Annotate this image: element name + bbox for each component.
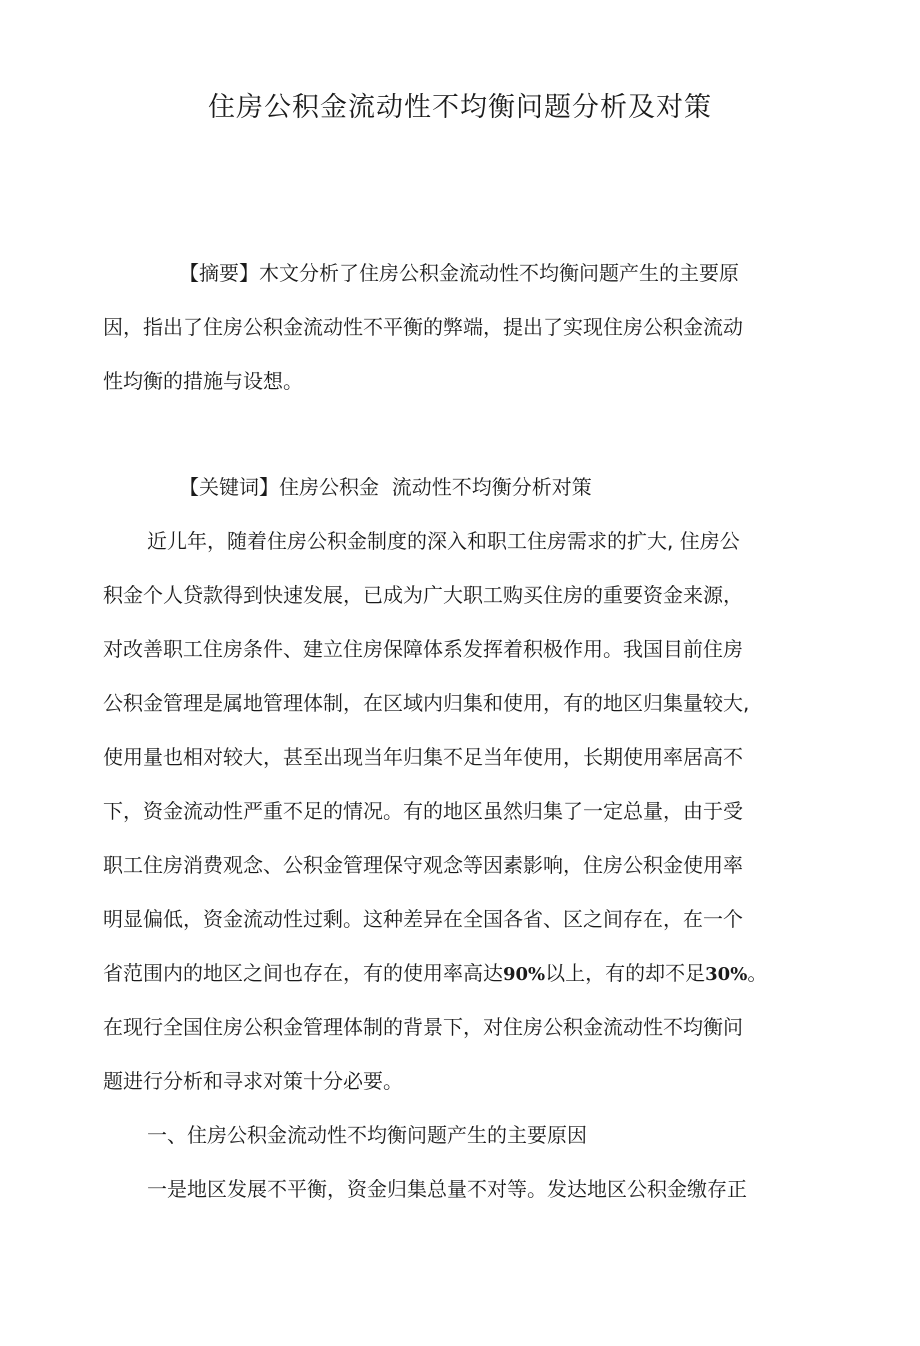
intro-line: 职工住房消费观念、公积金管理保守观念等因素影响，住房公积金使用率 bbox=[103, 853, 743, 877]
intro-line: 对改善职工住房条件、建立住房保障体系发挥着积极作用。我国目前住房 bbox=[103, 637, 743, 661]
intro-line: 使用量也相对较大，甚至出现当年归集不足当年使用，长期使用率居高不 bbox=[103, 745, 743, 769]
intro-line: 在现行全国住房公积金管理体制的背景下，对住房公积金流动性不均衡问 bbox=[103, 1015, 743, 1039]
intro-line: 积金个人贷款得到快速发展，已成为广大职工购买住房的重要资金来源， bbox=[103, 583, 743, 607]
intro-text-segment: 省范围内的地区之间也存在，有的使用率高达 bbox=[103, 961, 503, 985]
intro-line-percent bbox=[103, 946, 803, 1000]
section-paragraph-line: 一是地区发展不平衡，资金归集总量不对等。发达地区公积金缴存正 bbox=[147, 1177, 747, 1201]
abstract-line: 因，指出了住房公积金流动性不平衡的弊端，提出了实现住房公积金流动 bbox=[103, 315, 743, 339]
intro-text-segment: 。 bbox=[747, 961, 768, 985]
intro-line: 近儿年，随着住房公积金制度的深入和职工住房需求的扩大, 住房公 bbox=[147, 529, 740, 553]
document-title: 住房公积金流动性不均衡问题分析及对策 bbox=[208, 92, 712, 123]
keywords-line: 【关键词】住房公积金 流动性不均衡分析对策 bbox=[179, 475, 592, 499]
intro-text-segment: 以上，有的却不足 bbox=[545, 961, 706, 985]
section-heading: 一、住房公积金流动性不均衡问题产生的主要原因 bbox=[147, 1123, 587, 1147]
usage-rate-high: 90% bbox=[503, 964, 546, 985]
intro-line: 公积金管理是属地管理体制，在区域内归集和使用，有的地区归集量较大, bbox=[103, 691, 750, 715]
abstract-line: 性均衡的措施与设想。 bbox=[103, 369, 303, 393]
abstract-paragraph bbox=[103, 246, 803, 408]
main-text bbox=[103, 514, 803, 1216]
usage-rate-low: 30% bbox=[705, 964, 748, 985]
intro-line: 题进行分析和寻求对策十分必要。 bbox=[103, 1069, 403, 1093]
intro-line: 下，资金流动性严重不足的情况。有的地区虽然归集了一定总量，由于受 bbox=[103, 799, 743, 823]
keywords-paragraph bbox=[103, 460, 803, 514]
intro-line: 明显偏低，资金流动性过剩。这种差异在全国各省、区之间存在，在一个 bbox=[103, 907, 743, 931]
abstract-line: 【摘要】木文分析了住房公积金流动性不均衡问题产生的主要原 bbox=[179, 261, 739, 285]
